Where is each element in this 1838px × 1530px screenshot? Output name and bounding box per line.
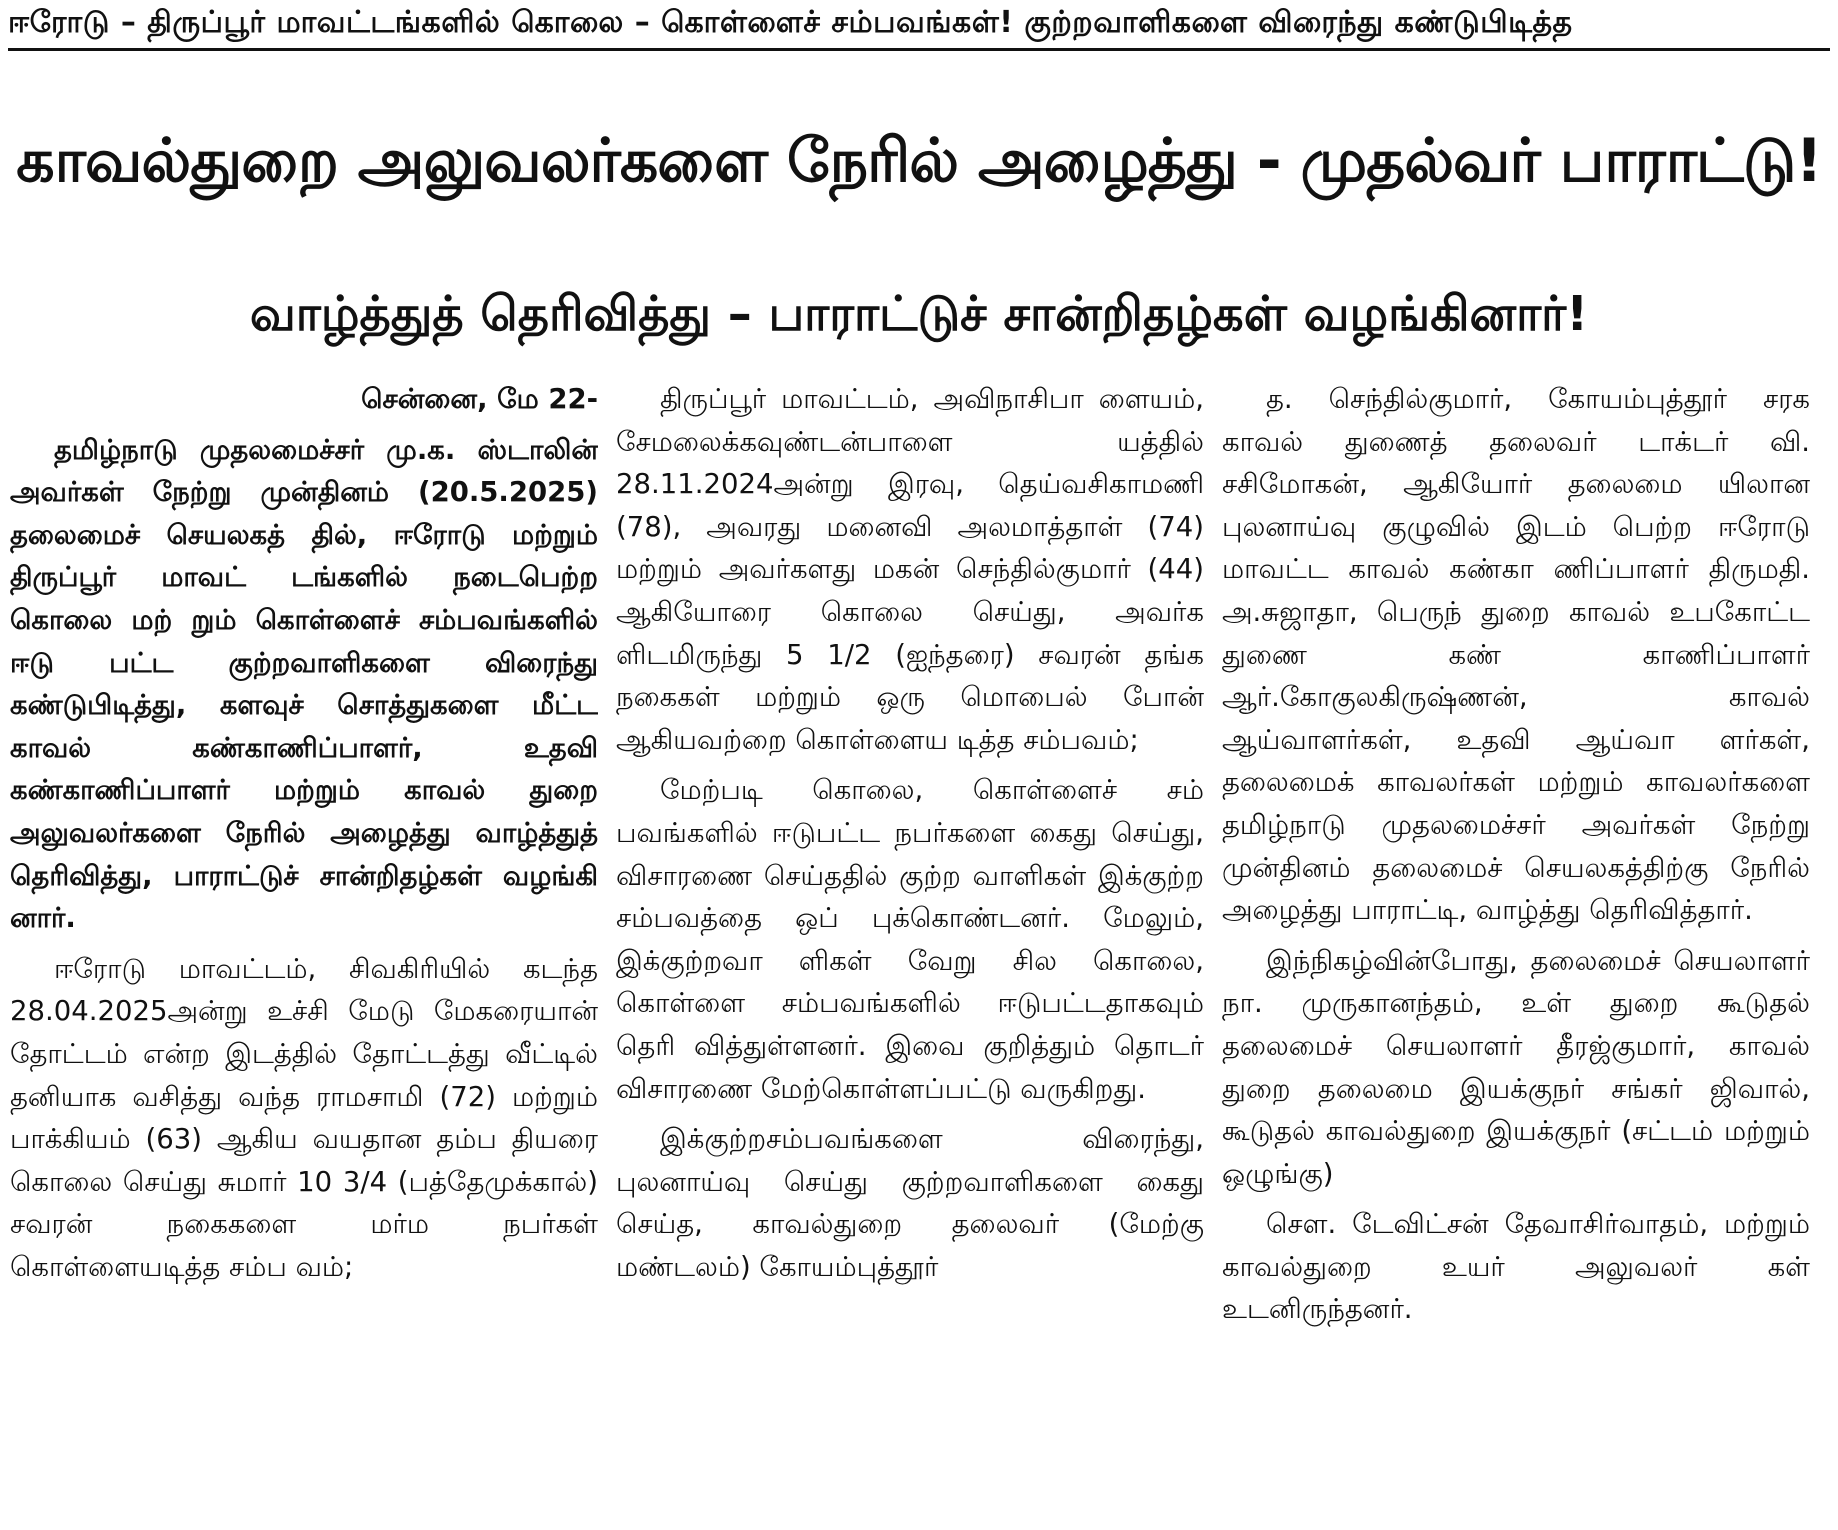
dateline: சென்னை, மே 22-	[361, 383, 598, 415]
sub-headline: வாழ்த்துத் தெரிவித்து – பாராட்டுச் சான்றிதழ்கள் வழங்கினார்!	[249, 286, 1589, 342]
article-column-2	[616, 378, 1204, 1526]
article-column-3	[1222, 378, 1810, 1526]
article-paragraph: இந்நிகழ்வின்போது, தலைமைச் செயலாளர் நா. முருகானந்தம், உள் துறை கூடுதல் தலைமைச் செயலாளர் தீரஜ்குமார், காவல் துறை தலைமை இயக்குநர் சங்கர் ஜிவால், கூடுதல் காவல்துறை இயக்குநர் (சட்டம் மற்றும் ஒழுங்கு)	[1222, 944, 1810, 1190]
article-paragraph: இக்குற்றசம்பவங்களை விரைந்து, புலனாய்வு செய்து குற்றவாளிகளை கைது செய்த, காவல்துறை தலைவர் (மேற்கு மண்டலம்) கோயம்புத்தூர்	[616, 1123, 1204, 1283]
article-paragraph: மேற்படி கொலை, கொள்ளைச் சம் பவங்களில் ஈடுபட்ட நபர்களை கைது செய்து, விசாரணை செய்ததில் குற்ற வாளிகள் இக்குற்ற சம்பவத்தை ஒப் புக்கொண்டனர். மேலும், இக்குற்றவா ளிகள் வேறு சில கொலை, கொள்ளை சம்பவங்களில் ஈடுபட்டதாகவும் தெரி வித்துள்ளனர். இவை குறித்தும் தொடர் விசாரணை மேற்கொள்ளப்பட்டு வருகிறது.	[616, 774, 1204, 1105]
article-body	[10, 378, 1838, 1528]
article-column-1	[10, 378, 598, 1526]
article-paragraph: திருப்பூர் மாவட்டம், அவிநாசிபா ளையம், சேமலைக்கவுண்டன்பாளை யத்தில் 28.11.2024அன்று இரவு, தெய்வசிகாமணி (78), அவரது மனைவி அலமாத்தாள் (74) மற்றும் அவர்களது மகன் செந்தில்குமார் (44) ஆகியோரை கொலை செய்து, அவர்க ளிடமிருந்து 5 1/2 (ஐந்தரை) சவரன் தங்க நகைகள் மற்றும் ஒரு மொபைல் போன் ஆகியவற்றை கொள்ளைய டித்த சம்பவம்;	[616, 383, 1204, 756]
kicker-underline	[8, 48, 1830, 51]
kicker-headline: ஈரோடு – திருப்பூர் மாவட்டங்களில் கொலை – கொள்ளைச் சம்பவங்கள்! குற்றவாளிகளை விரைந்து கண்டுபிடித்த	[8, 4, 1573, 40]
lead-paragraph: தமிழ்நாடு முதலமைச்சர் மு.க. ஸ்டாலின் அவர்கள் நேற்று முன்தினம் (20.5.2025) தலைமைச் செயலகத் தில், ஈரோடு மற்றும் திருப்பூர் மாவட் டங்களில் நடைபெற்ற கொலை மற் றும் கொள்ளைச் சம்பவங்களில் ஈடு பட்ட குற்றவாளிகளை விரைந்து கண்டுபிடித்து, களவுச் சொத்துகளை மீட்ட காவல் கண்காணிப்பாளர், உதவி கண்காணிப்பாளர் மற்றும் காவல் துறை அலுவலர்களை நேரில் அழைத்து வாழ்த்துத் தெரிவித்து, பாராட்டுச் சான்றிதழ்கள் வழங்கி னார்.	[10, 433, 598, 935]
article-paragraph: செள. டேவிட்சன் தேவாசிர்வாதம், மற்றும் காவல்துறை உயர் அலுவலர் கள் உடனிருந்தனர்.	[1222, 1208, 1810, 1326]
article-paragraph: த. செந்தில்குமார், கோயம்புத்தூர் சரக காவல் துணைத் தலைவர் டாக்டர் வி. சசிமோகன், ஆகியோர் தலைமை யிலான புலனாய்வு குழுவில் இடம் பெற்ற ஈரோடு மாவட்ட காவல் கண்கா ணிப்பாளர் திருமதி. அ.சுஜாதா, பெருந் துறை காவல் உபகோட்ட துணை கண் காணிப்பாளர் ஆர்.கோகுலகிருஷ்ணன், காவல் ஆய்வாளர்கள், உதவி ஆய்வா ளர்கள், தலைமைக் காவலர்கள் மற்றும் காவலர்களை தமிழ்நாடு முதலமைச்சர் அவர்கள் நேற்று முன்தினம் தலைமைச் செயலகத்திற்கு நேரில் அழைத்து பாராட்டி, வாழ்த்து தெரிவித்தார்.	[1222, 383, 1810, 927]
article-paragraph: ஈரோடு மாவட்டம், சிவகிரியில் கடந்த 28.04.2025அன்று உச்சி மேடு மேகரையான் தோட்டம் என்ற இடத்தில் தோட்டத்து வீட்டில் தனியாக வசித்து வந்த ராமசாமி (72) மற்றும் பாக்கியம் (63) ஆகிய வயதான தம்ப தியரை கொலை செய்து சுமார் 10 3/4 (பத்தேமுக்கால்) சவரன் நகைகளை மர்ம நபர்கள் கொள்ளையடித்த சம்ப வம்;	[10, 952, 598, 1283]
main-headline: காவல்துறை அலுவலர்களை நேரில் அழைத்து - முதல்வர் பாராட்டு!	[16, 126, 1822, 196]
